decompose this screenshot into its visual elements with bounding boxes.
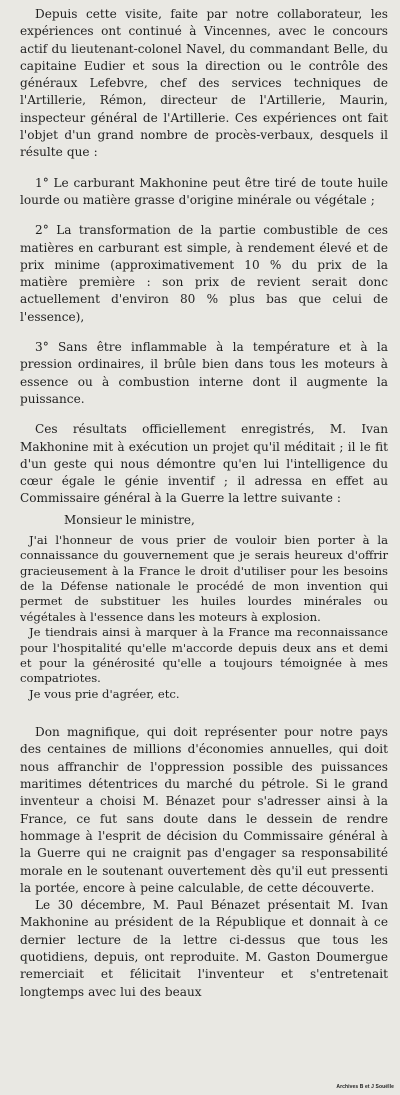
gift-paragraph: Don magnifique, qui doit représenter pour notre pays des centaines de millions d'économies annuelles, qui doit nous affranchir de l'oppression possible des puissances maritimes détentrices du marché du pétrole. Si le grand inventeur a choisi M. Bénazet pour s'adresser ainsi à la France, ce fut sans doute dans le dessein de rendre hommage à l'esprit de décision du Commissaire général à la Guerre qui ne craignit pas d'engager sa responsabilité morale en le soutenant ouvertement dès qu'il eut pressenti la portée, encore à peine calculable, de cette découverte. xyxy=(20,725,388,895)
finding-3-paragraph: 3° Sans être inflammable à la température et à la pression ordinaires, il brûle bien dans tous les moteurs à essence ou à combustion interne dont il augmente la puissance. xyxy=(20,340,388,406)
letter-closing: Je vous prie d'agréer, etc. xyxy=(29,686,180,701)
finding-2-paragraph: 2° La transformation de la partie combustible de ces matières en carburant est simple, à rendement élevé et de prix minime (approximativement 10 % du prix de la matière première : son prix de revient serait donc actuellement d'environ 80 % plus bas que celui de l'essence), xyxy=(20,223,388,324)
letter-body-2: Je tiendrais ainsi à marquer à la France ma reconnaissance pour l'hospitalité qu'elle m'accorde depuis deux ans et demi et pour la générosité qu'elle a toujours témoignée à mes compatriotes. xyxy=(20,625,388,686)
letter-salutation: Monsieur le ministre, xyxy=(64,512,195,527)
finding-1-paragraph: 1° Le carburant Makhonine peut être tiré de toute huile lourde ou matière grasse d'origine minérale ou végétale ; xyxy=(20,175,388,207)
quoted-letter xyxy=(20,512,388,702)
letter-body-1: J'ai l'honneur de vous prier de vouloir bien porter à la connaissance du gouvernement que je serais heureux d'offrir gracieusement à la France le droit d'utiliser pour les besoins de la Défense nationale le procédé de mon invention qui permet de substituer les huiles lourdes minérales ou végétales à l'essence dans les moteurs à explosion. xyxy=(20,532,388,624)
results-paragraph: Ces résultats officiellement enregistrés, M. Ivan Makhonine mit à exécution un projet qu'il méditait ; il le fit d'un geste qui nous démontre qu'en lui l'intelligence du cœur égale le génie inventif ; il adressa en effet au Commissaire général à la Guerre la lettre suivante : xyxy=(20,422,388,506)
intro-paragraph: Depuis cette visite, faite par notre collaborateur, les expériences ont continué à Vincennes, avec le concours actif du lieutenant-colonel Navel, du commandant Belle, du capitaine Eudier et sous la direction ou le contrôle des généraux Lefebvre, chef des services techniques de l'Artillerie, Rémon, directeur de l'Artillerie, Maurin, inspecteur général de l'Artillerie. Ces expériences ont fait l'objet d'un grand nombre de procès-verbaux, desquels il résulte que : xyxy=(20,7,388,160)
archive-credit: Archives B et J Souëlle xyxy=(336,1084,394,1090)
december-paragraph: Le 30 décembre, M. Paul Bénazet présentait M. Ivan Makhonine au président de la République et donnait à ce dernier lecture de la lettre ci-dessus que tous les quotidiens, depuis, ont reproduite. M. Gaston Doumergue remerciait et félicitait l'inventeur et s'entretenait longtemps avec lui des beaux xyxy=(20,898,388,999)
